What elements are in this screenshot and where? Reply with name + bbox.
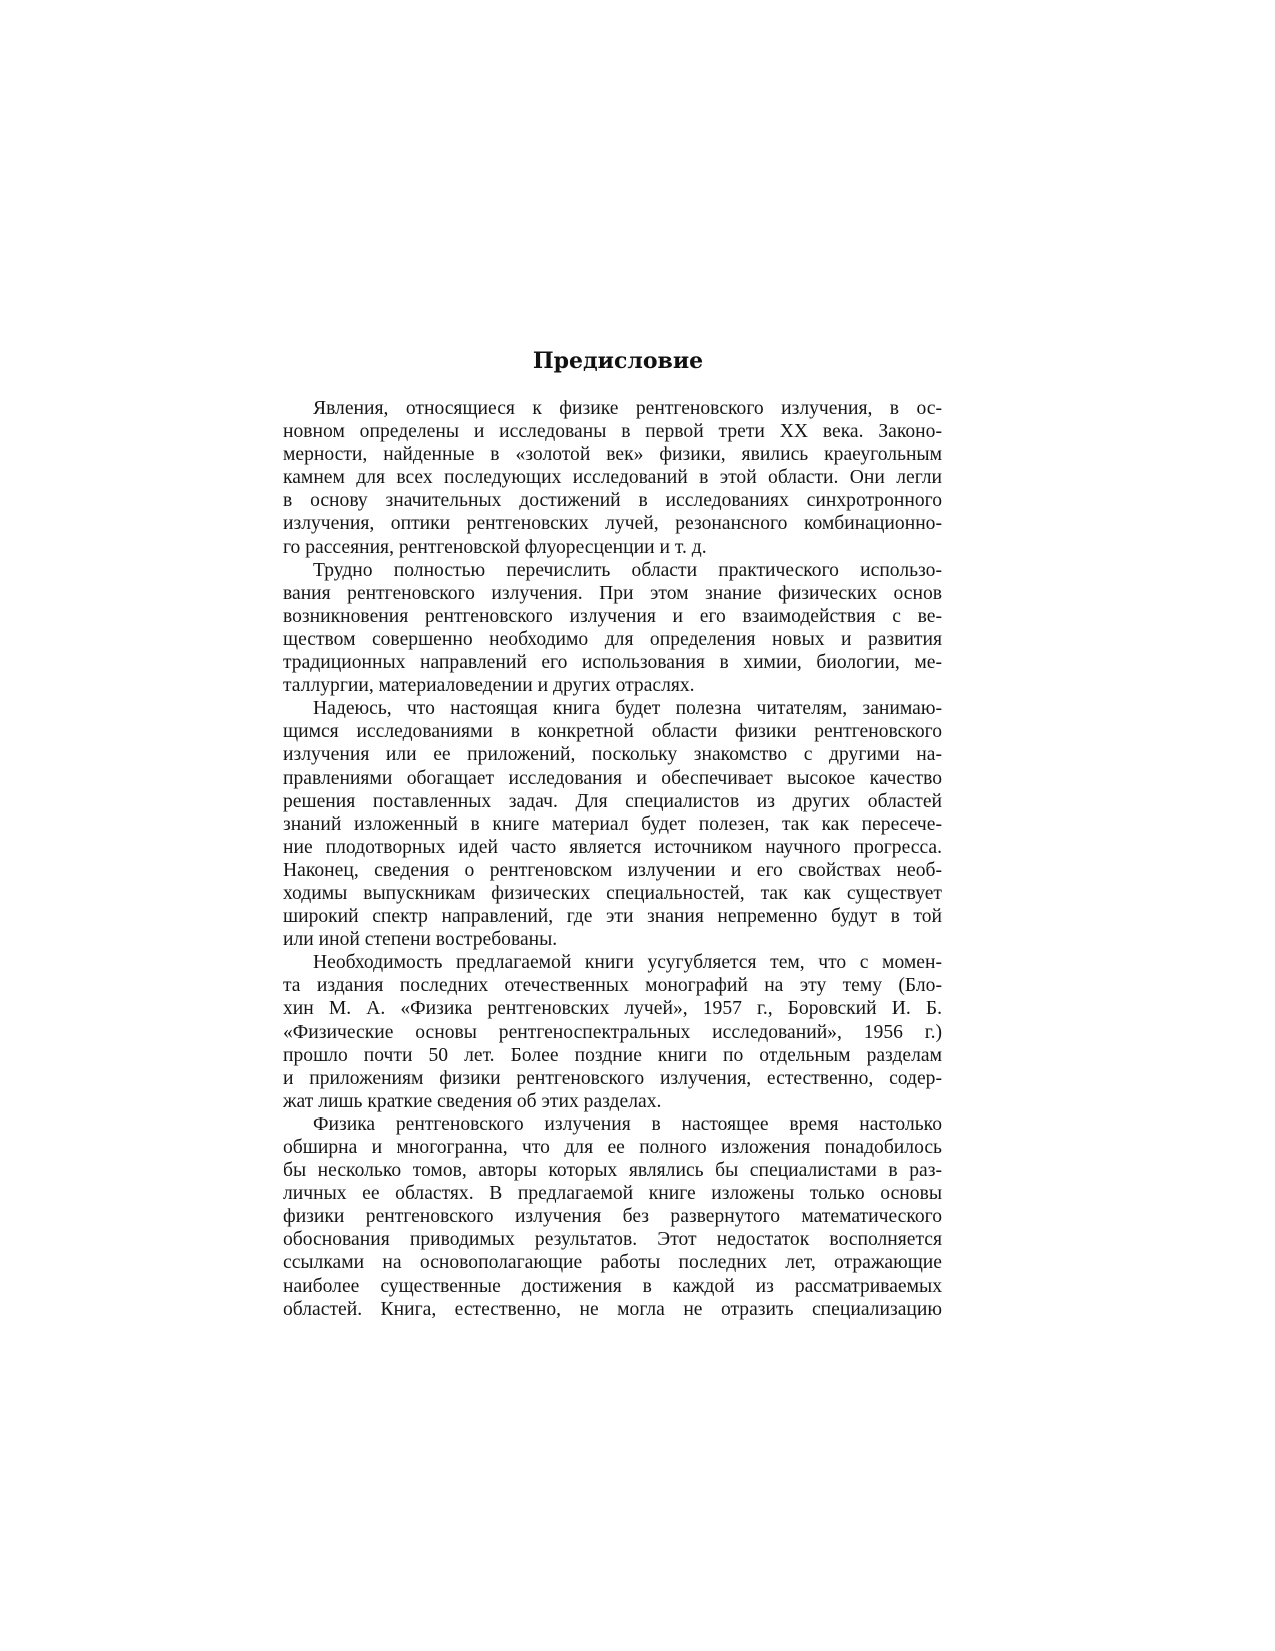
- text-line: ходимы выпускникам физических специальностей, так как существует: [283, 882, 942, 904]
- paragraph: [283, 397, 942, 559]
- text-line: жат лишь краткие сведения об этих разделах.: [283, 1090, 662, 1112]
- text-line: широкий спектр направлений, где эти знания непременно будут в той: [283, 906, 942, 928]
- paragraph: [283, 1113, 942, 1321]
- text-line: камнем для всех последующих исследований в этой области. Они легли: [283, 467, 942, 489]
- text-line: и приложениям физики рентгеновского излучения, естественно, содер-: [283, 1067, 942, 1089]
- text-line: излучения, оптики рентгеновских лучей, резонансного комбинационно-: [283, 513, 942, 535]
- text-line: Наконец, сведения о рентгеновском излучении и его свойствах необ-: [283, 859, 942, 881]
- text-line: щимся исследованиями в конкретной области физики рентгеновского: [283, 721, 942, 743]
- text-line: решения поставленных задач. Для специалистов из других областей: [283, 790, 942, 812]
- text-line: Физика рентгеновского излучения в настоящее время настолько: [313, 1113, 942, 1135]
- text-line: новном определены и исследованы в первой трети XX века. Законо-: [283, 421, 942, 443]
- paragraph: [283, 559, 942, 698]
- text-line: личных ее областях. В предлагаемой книге изложены только основы: [283, 1183, 942, 1205]
- text-line: обширна и многогранна, что для ее полного изложения понадобилось: [283, 1137, 942, 1158]
- text-line: прошло почти 50 лет. Более поздние книги по отдельным разделам: [283, 1044, 942, 1066]
- text-line: бы несколько томов, авторы которых являлись бы специалистами в раз-: [283, 1160, 942, 1182]
- text-line: «Физические основы рентгеноспектральных исследований», 1956 г.): [283, 1021, 942, 1043]
- text-line: Надеюсь, что настоящая книга будет полезна читателям, занимаю-: [313, 698, 942, 720]
- text-line: традиционных направлений его использования в химии, биологии, ме-: [283, 652, 942, 674]
- text-line: или иной степени востребованы.: [283, 929, 558, 951]
- text-line: обоснования приводимых результатов. Этот недостаток восполняется: [283, 1229, 942, 1251]
- text-line: та издания последних отечественных монографий на эту тему (Бло-: [283, 975, 942, 997]
- page-title: Предисловие: [532, 348, 704, 374]
- text-line: возникновения рентгеновского излучения и его взаимодействия с ве-: [283, 605, 942, 627]
- text-line: ссылками на основополагающие работы последних лет, отражающие: [283, 1252, 942, 1274]
- text-line: Явления, относящиеся к физике рентгеновского излучения, в ос-: [313, 398, 942, 419]
- text-line: областей. Книга, естественно, не могла не отразить специализацию: [283, 1298, 942, 1320]
- text-line: хин М. А. «Физика рентгеновских лучей», 1957 г., Боровский И. Б.: [283, 998, 942, 1020]
- text-line: мерности, найденные в «золотой век» физики, явились краеугольным: [283, 444, 942, 466]
- text-line: Трудно полностью перечислить области практического использо-: [313, 559, 942, 581]
- text-line: знаний изложенный в книге материал будет полезен, так как пересече-: [283, 813, 942, 835]
- text-line: ние плодотворных идей часто является источником научного прогресса.: [283, 836, 942, 858]
- text-line: ществом совершенно необходимо для определения новых и развития: [283, 628, 942, 650]
- text-line: правлениями обогащает исследования и обеспечивает высокое качество: [283, 767, 942, 789]
- text-line: наиболее существенные достижения в каждой из рассматриваемых: [283, 1275, 942, 1297]
- text-line: излучения или ее приложений, поскольку знакомство с другими на-: [283, 744, 942, 766]
- paragraph: [283, 951, 942, 1113]
- text-line: Необходимость предлагаемой книги усугубляется тем, что с момен-: [313, 952, 942, 974]
- text-line: в основу значительных достижений в исследованиях синхротронного: [283, 490, 942, 512]
- body-text: [283, 397, 942, 1321]
- text-line: вания рентгеновского излучения. При этом знание физических основ: [283, 582, 942, 604]
- paragraph: [283, 697, 942, 951]
- text-line: го рассеяния, рентгеновской флуоресценции и т. д.: [283, 536, 707, 558]
- text-line: физики рентгеновского излучения без развернутого математического: [283, 1206, 942, 1228]
- text-line: таллургии, материаловедении и других отраслях.: [283, 675, 695, 697]
